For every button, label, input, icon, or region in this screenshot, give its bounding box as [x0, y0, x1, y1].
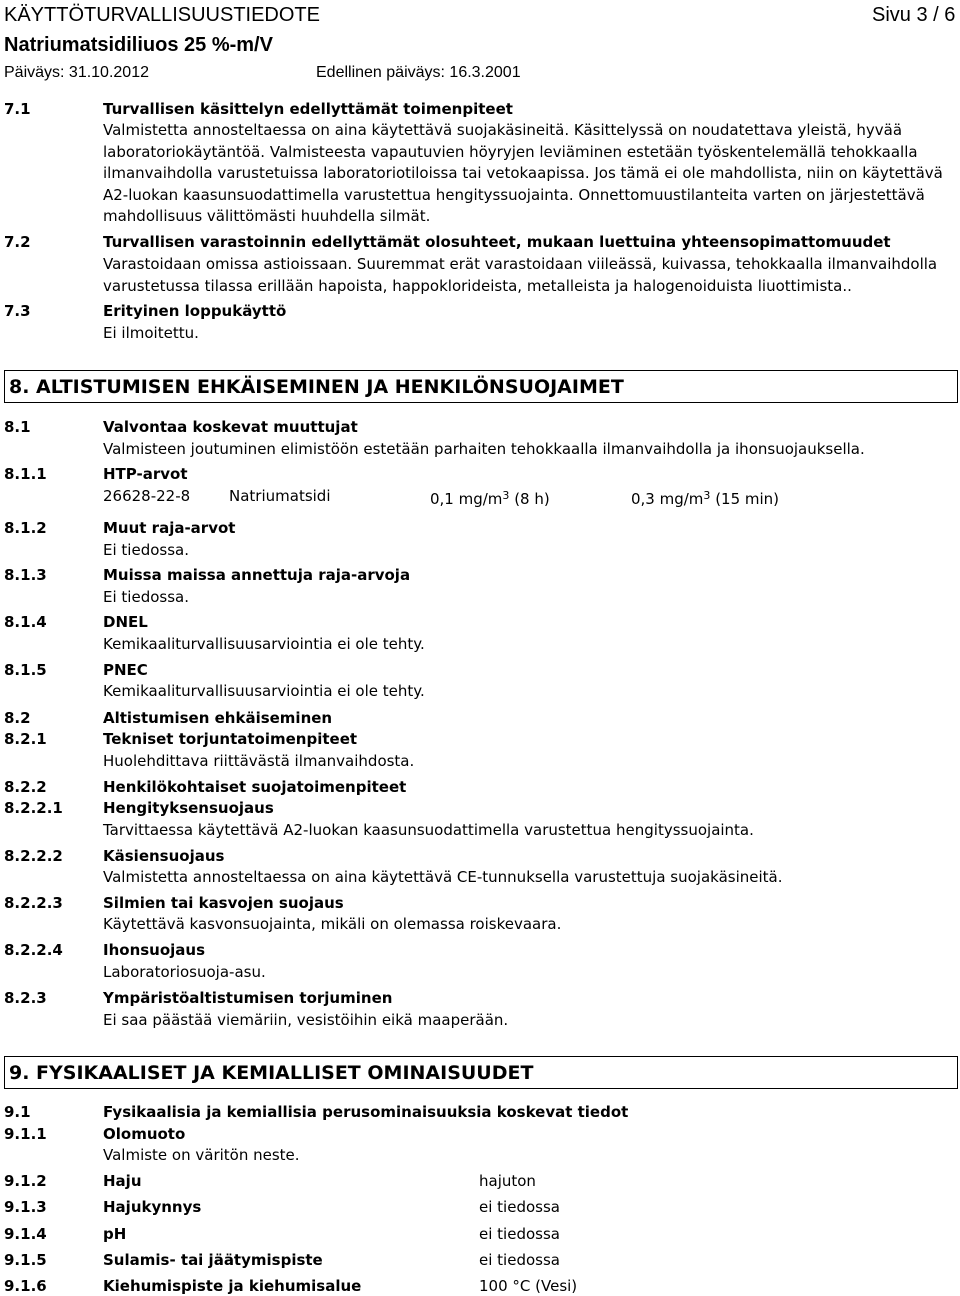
property-number: 9.1.4 [4, 1225, 47, 1243]
body-line: Käytettävä kasvonsuojainta, mikäli on olemassa roiskevaara. [103, 915, 562, 933]
section-banner [4, 1056, 958, 1089]
body-line: ilmanvaihdolla varustetuissa laboratoriotiloissa tai vetokaapissa. Jos tämä ei ole mahdollista, niin on käytettävä [103, 164, 943, 182]
section-number: 9.1.1 [4, 1125, 47, 1143]
section-number: 8.1.4 [4, 613, 47, 631]
section-banner [4, 370, 958, 403]
property-value: 100 °C (Vesi) [479, 1277, 578, 1295]
section-number: 8.2.2.2 [4, 847, 63, 865]
section-heading: DNEL [103, 613, 148, 631]
section-heading: Turvallisen käsittelyn edellyttämät toimenpiteet [103, 100, 513, 118]
section-banner-title: 8. ALTISTUMISEN EHKÄISEMINEN JA HENKILÖNSUOJAIMET [9, 376, 624, 398]
section-number: 7.1 [4, 100, 31, 118]
previous-date: Edellinen päiväys: 16.3.2001 [316, 64, 521, 81]
section-heading: Tekniset torjuntatoimenpiteet [103, 730, 358, 748]
section-heading: Muissa maissa annettuja raja-arvoja [103, 566, 411, 584]
htp-15min-value: 0,3 $mg/m^3$ (15 min) [631, 489, 780, 508]
section-heading: Henkilökohtaiset suojatoimenpiteet [103, 778, 407, 796]
section-heading: Hengityksensuojaus [103, 799, 274, 817]
body-line: Valmistetta annosteltaessa on aina käytettävä suojakäsineitä. Käsittelyssä on noudatettava yleistä, hyvää [103, 121, 903, 139]
section-number: 8.2.3 [4, 989, 47, 1007]
section-number: 7.3 [4, 302, 31, 320]
section-number: 8.2 [4, 709, 31, 727]
section-number: 8.1.2 [4, 519, 47, 537]
section-heading: PNEC [103, 661, 148, 679]
body-line: Huolehdittava riittävästä ilmanvaihdosta. [103, 752, 415, 770]
property-value: ei tiedossa [479, 1251, 560, 1269]
body-line: Valmistetta annosteltaessa on aina käytettävä CE-tunnuksella varustettuja suojakäsineitä. [103, 868, 783, 886]
body-line: Laboratoriosuoja-asu. [103, 963, 266, 981]
body-line: Ei tiedossa. [103, 541, 189, 559]
property-value: hajuton [479, 1172, 536, 1190]
property-number: 9.1.6 [4, 1277, 47, 1295]
property-name: Kiehumispiste ja kiehumisalue [103, 1277, 362, 1295]
section-number: 8.1 [4, 418, 31, 436]
section-heading: Ihonsuojaus [103, 941, 206, 959]
section-heading: Käsiensuojaus [103, 847, 225, 865]
section-heading: Fysikaalisia ja kemiallisia perusominaisuuksia koskevat tiedot [103, 1103, 629, 1121]
section-heading: Valvontaa koskevat muuttujat [103, 418, 358, 436]
property-number: 9.1.3 [4, 1198, 47, 1216]
section-number: 9.1 [4, 1103, 31, 1121]
body-line: Ei tiedossa. [103, 588, 189, 606]
property-number: 9.1.2 [4, 1172, 47, 1190]
body-line: Kemikaaliturvallisuusarviointia ei ole tehty. [103, 682, 425, 700]
cas-number: 26628-22-8 [103, 487, 191, 505]
section-number: 8.2.2 [4, 778, 47, 796]
section-heading: Silmien tai kasvojen suojaus [103, 894, 344, 912]
body-line: Ei ilmoitettu. [103, 324, 199, 342]
section-heading: HTP-arvot [103, 465, 188, 483]
section-heading: Muut raja-arvot [103, 519, 236, 537]
product-name: Natriumatsidiliuos 25 %-m/V [4, 34, 273, 56]
issue-date: Päiväys: 31.10.2012 [4, 64, 149, 81]
body-line: A2-luokan kaasunsuodattimella varustettua hengityssuojainta. Onnettomuustilanteita varten on järjestettävä [103, 186, 925, 204]
section-number: 8.2.2.4 [4, 941, 63, 959]
section-heading: Ympäristöaltistumisen torjuminen [103, 989, 393, 1007]
section-number: 7.2 [4, 233, 31, 251]
property-name: Haju [103, 1172, 142, 1190]
body-line: laboratoriokäytäntöä. Valmisteesta vapautuvien höyryjen leviäminen estetään työskentelemällä tehokkaalla [103, 143, 918, 161]
section-heading: Turvallisen varastoinnin edellyttämät olosuhteet, mukaan luettuina yhteensopimattomuudet [103, 233, 891, 251]
section-number: 8.2.1 [4, 730, 47, 748]
property-number: 9.1.5 [4, 1251, 47, 1269]
property-value: ei tiedossa [479, 1225, 560, 1243]
section-heading: Olomuoto [103, 1125, 186, 1143]
body-line: Valmiste on väritön neste. [103, 1146, 300, 1164]
substance-name: Natriumatsidi [229, 487, 331, 505]
htp-8h-value: 0,1 $mg/m^3$ (8 h) [430, 489, 550, 508]
body-line: Valmisteen joutuminen elimistöön estetään parhaiten tehokkaalla ilmanvaihdolla ja ihonsuojauksella. [103, 440, 865, 458]
section-number: 8.2.2.1 [4, 799, 63, 817]
body-line: varustetussa tilassa erillään hapoista, happoklorideista, metalleista ja halogenoiduista liuottimista.. [103, 277, 852, 295]
body-line: Ei saa päästää viemäriin, vesistöihin eikä maaperään. [103, 1011, 509, 1029]
section-banner-title: 9. FYSIKAALISET JA KEMIALLISET OMINAISUUDET [9, 1062, 534, 1084]
section-heading: Altistumisen ehkäiseminen [103, 709, 333, 727]
page-number: Sivu 3 / 6 [872, 4, 956, 26]
document-title: KÄYTTÖTURVALLISUUSTIEDOTE [4, 4, 320, 26]
section-number: 8.2.2.3 [4, 894, 63, 912]
body-line: Kemikaaliturvallisuusarviointia ei ole tehty. [103, 635, 425, 653]
body-line: Tarvittaessa käytettävä A2-luokan kaasunsuodattimella varustettua hengityssuojainta. [103, 821, 754, 839]
property-name: pH [103, 1225, 127, 1243]
section-number: 8.1.5 [4, 661, 47, 679]
property-value: ei tiedossa [479, 1198, 560, 1216]
section-heading: Erityinen loppukäyttö [103, 302, 287, 320]
section-number: 8.1.3 [4, 566, 47, 584]
htp-row [0, 487, 960, 509]
property-name: Hajukynnys [103, 1198, 202, 1216]
body-line: mahdollisuus välittömästi huuhdella silmät. [103, 207, 431, 225]
section-number: 8.1.1 [4, 465, 47, 483]
body-line: Varastoidaan omissa astioissaan. Suuremmat erät varastoidaan viileässä, kuivassa, tehokkaalla ilmanvaihdolla [103, 255, 938, 273]
property-name: Sulamis- tai jäätymispiste [103, 1251, 323, 1269]
